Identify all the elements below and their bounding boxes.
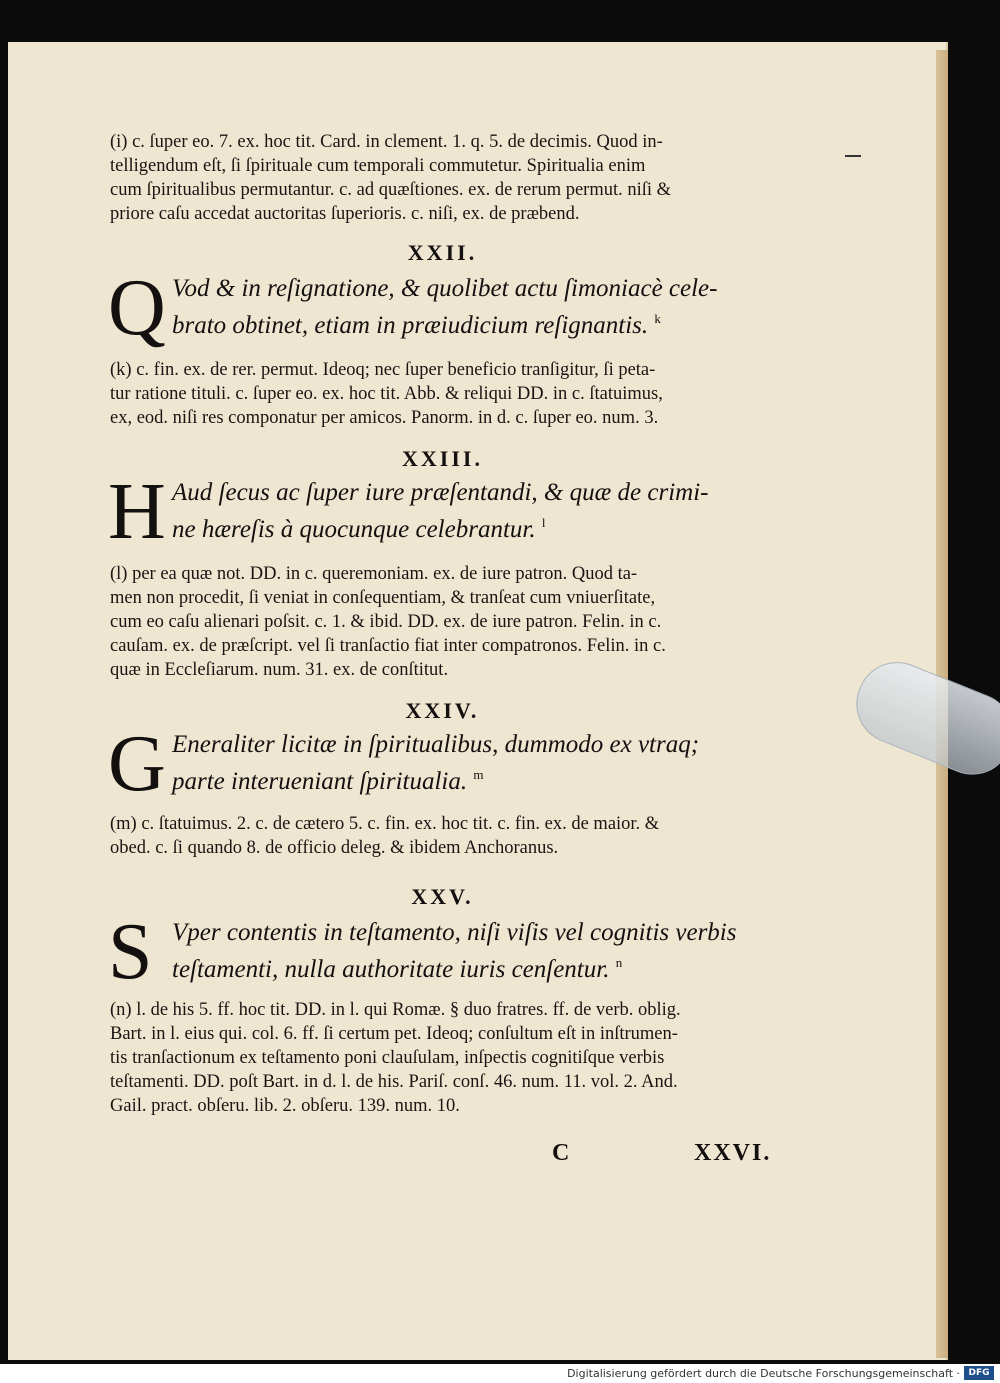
- article-xxv: [108, 908, 778, 996]
- note-line: (n) l. de his 5. ff. hoc tit. DD. in l. qui Romæ. § duo fratres. ff. de verb. oblig.: [110, 1000, 681, 1020]
- note-line: quæ in Eccleſiarum. num. 31. ex. de conſtitut.: [110, 660, 449, 680]
- article-xxiii: [108, 468, 778, 556]
- note-line: Bart. in l. eius qui. col. 6. ff. ſi certum pet. Ideoq; conſultum eſt in inſtrumen-: [110, 1024, 678, 1044]
- note-line: tur ratione tituli. c. ſuper eo. ex. hoc tit. Abb. & reliqui DD. in c. ſtatuimus,: [110, 384, 663, 404]
- signature-mark: C: [552, 1140, 572, 1166]
- note-line: teſtamenti. DD. poſt Bart. in d. l. de his. Pariſ. conſ. 46. num. 11. vol. 2. And.: [110, 1072, 678, 1092]
- drop-initial: H: [108, 468, 166, 556]
- note-line: Gail. pract. obſeru. lib. 2. obſeru. 139. num. 10.: [110, 1096, 460, 1116]
- drop-initial: Q: [108, 264, 166, 352]
- catchword: XXVI.: [694, 1140, 772, 1166]
- article-xxiv: [108, 720, 778, 808]
- footnote-n: [110, 998, 775, 1118]
- footnote-i: [110, 130, 775, 226]
- article-line: Vper contentis in teſtamento, niſi viſis vel cognitis verbis: [172, 919, 737, 946]
- note-line: (i) c. ſuper eo. 7. ex. hoc tit. Card. in clement. 1. q. 5. de decimis. Quod in-: [110, 132, 663, 152]
- note-line: cum ſpiritualibus permutantur. c. ad quæſtiones. ex. de rerum permut. niſi &: [110, 180, 672, 200]
- article-number-xxii: XXII.: [407, 240, 478, 265]
- note-marker: l: [541, 515, 546, 530]
- note-line: (m) c. ſtatuimus. 2. c. de cætero 5. c. fin. ex. hoc tit. c. fin. ex. de maior. &: [110, 814, 660, 834]
- note-line: obed. c. ſi quando 8. de officio deleg. & ibidem Anchoranus.: [110, 838, 559, 858]
- note-marker: n: [615, 955, 623, 970]
- note-line: ex, eod. niſi res componatur per amicos. Panorm. in d. c. ſuper eo. num. 3.: [110, 408, 659, 428]
- note-line: (k) c. fin. ex. de rer. permut. Ideoq; nec ſuper beneficio tranſigitur, ſi peta-: [110, 360, 656, 380]
- note-marker: k: [654, 311, 661, 326]
- article-xxii: [108, 264, 778, 352]
- article-number-xxiv: XXIV.: [405, 698, 480, 723]
- article-line: Aud ſecus ac ſuper iure præſentandi, & quæ de crimi-: [172, 479, 709, 506]
- drop-initial: S: [108, 908, 153, 996]
- article-line: parte interueniant ſpiritualia.: [172, 768, 468, 795]
- footnote-l: [110, 562, 775, 682]
- article-line: brato obtinet, etiam in præiudicium reſignantis.: [172, 312, 649, 339]
- note-line: telligendum eſt, ſi ſpirituale cum temporali commutetur. Spiritualia enim: [110, 156, 646, 176]
- note-line: men non procedit, ſi veniat in conſequentiam, & tranſeat cum vniuerſitate,: [110, 588, 656, 608]
- note-line: (l) per ea quæ not. DD. in c. queremoniam. ex. de iure patron. Quod ta-: [110, 564, 638, 584]
- note-line: tis tranſactionum ex teſtamento poni clauſulam, inſpectis cognitiſque verbis: [110, 1048, 665, 1068]
- marginal-mark: [845, 155, 861, 157]
- funding-text: Digitalisierung gefördert durch die Deutsche Forschungsgemeinschaft ·: [567, 1367, 960, 1380]
- article-line: Vod & in reſignatione, & quolibet actu ſimoniacè cele-: [172, 275, 718, 302]
- article-line: Eneraliter licitæ in ſpiritualibus, dummodo ex vtraq;: [172, 731, 700, 758]
- dfg-logo-icon: DFG: [964, 1366, 994, 1380]
- drop-initial: G: [108, 720, 166, 808]
- note-line: cum eo caſu alienari poſsit. c. 1. & ibid. DD. ex. de iure patron. Felin. in c.: [110, 612, 662, 632]
- article-number-xxv: XXV.: [411, 884, 474, 909]
- article-line: ne hæreſis à quocunque celebrantur.: [172, 516, 536, 543]
- note-line: priore caſu accedat auctoritas ſuperioris. c. niſi, ex. de præbend.: [110, 204, 580, 224]
- footnote-k: [110, 358, 775, 430]
- footnote-m: [110, 812, 775, 860]
- article-line: teſtamenti, nulla authoritate iuris cenſentur.: [172, 956, 610, 983]
- article-number-xxiii: XXIII.: [402, 446, 483, 471]
- note-marker: m: [473, 767, 484, 782]
- note-line: cauſam. ex. de præſcript. vel ſi tranſactio fiat inter compatronos. Felin. in c.: [110, 636, 666, 656]
